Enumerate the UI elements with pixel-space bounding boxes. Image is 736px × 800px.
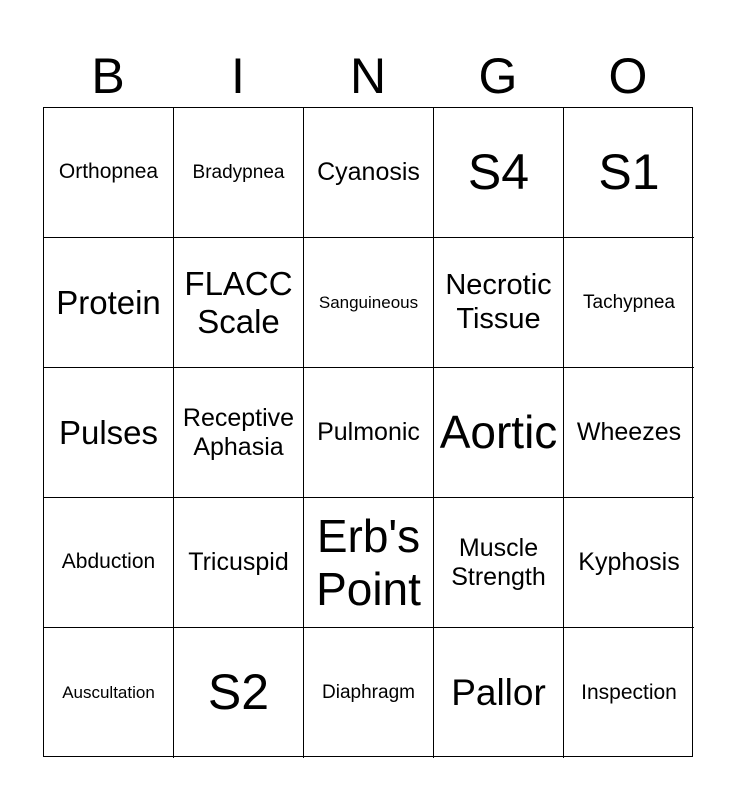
bingo-cell[interactable]: Pulmonic xyxy=(304,368,434,498)
bingo-cell[interactable]: Pulses xyxy=(44,368,174,498)
bingo-cell[interactable]: Protein xyxy=(44,238,174,368)
bingo-cell[interactable]: Diaphragm xyxy=(304,628,434,758)
bingo-cell[interactable]: Tachypnea xyxy=(564,238,694,368)
bingo-cell[interactable]: Muscle Strength xyxy=(434,498,564,628)
bingo-cell[interactable]: Auscultation xyxy=(44,628,174,758)
header-letter-n: N xyxy=(349,48,387,104)
header-letter-i: I xyxy=(231,48,245,104)
header-letter-o: O xyxy=(608,48,648,104)
bingo-cell[interactable]: S4 xyxy=(434,108,564,238)
bingo-cell[interactable]: Kyphosis xyxy=(564,498,694,628)
bingo-cell[interactable]: Receptive Aphasia xyxy=(174,368,304,498)
header-letter-g: G xyxy=(478,48,518,104)
bingo-cell[interactable]: Cyanosis xyxy=(304,108,434,238)
bingo-board xyxy=(43,107,693,757)
header-letter-b: B xyxy=(91,48,125,104)
bingo-cell[interactable]: Necrotic Tissue xyxy=(434,238,564,368)
bingo-cell[interactable]: S1 xyxy=(564,108,694,238)
bingo-cell[interactable]: Bradypnea xyxy=(174,108,304,238)
bingo-cell[interactable]: Tricuspid xyxy=(174,498,304,628)
bingo-cell[interactable]: Sanguineous xyxy=(304,238,434,368)
bingo-cell[interactable]: Aortic xyxy=(434,368,564,498)
bingo-cell[interactable]: Inspection xyxy=(581,680,677,704)
bingo-header xyxy=(43,44,693,108)
bingo-cell[interactable]: Orthopnea xyxy=(44,108,174,238)
bingo-cell[interactable]: Wheezes xyxy=(564,368,694,498)
bingo-cell[interactable]: Pallor xyxy=(434,628,564,758)
bingo-cell[interactable]: Abduction xyxy=(44,498,174,628)
bingo-cell[interactable]: Erb's Point xyxy=(304,498,434,628)
bingo-cell[interactable]: S2 xyxy=(174,628,304,758)
bingo-cell[interactable]: FLACC Scale xyxy=(174,238,304,368)
